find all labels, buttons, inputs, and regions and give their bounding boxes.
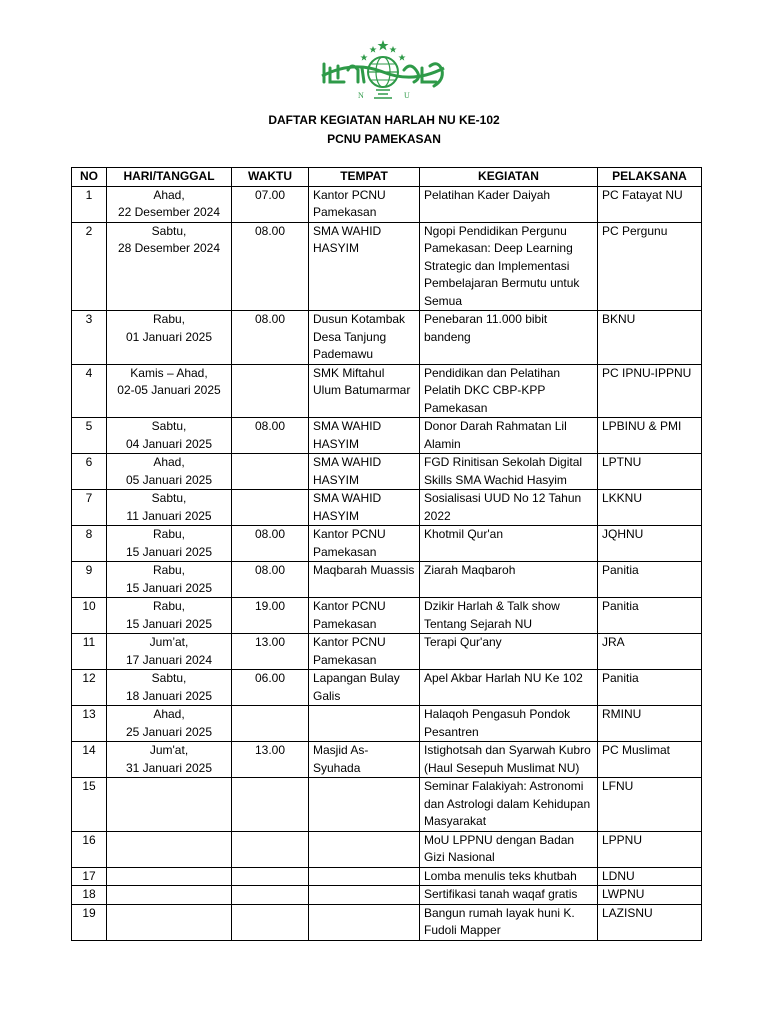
cell-no: 10 [72,598,107,634]
cell-activity: Ziarah Maqbaroh [420,562,598,598]
cell-activity: Terapi Qur'any [420,634,598,670]
cell-organizer: JRA [598,634,702,670]
column-header-no: NO [72,168,107,187]
cell-date-value: 11 Januari 2025 [126,508,212,523]
cell-no: 5 [72,418,107,454]
cell-time: 07.00 [232,186,309,222]
cell-no: 3 [72,311,107,365]
table-row [72,490,702,526]
cell-organizer: PC Muslimat [598,742,702,778]
cell-activity: Istighotsah dan Syarwah Kubro (Haul Sesepuh Muslimat NU) [420,742,598,778]
cell-place: Maqbarah Muassis [309,562,420,598]
cell-time: 08.00 [232,526,309,562]
table-row [72,454,702,490]
nu-logo-icon [318,38,448,104]
cell-activity: MoU LPPNU dengan Badan Gizi Nasional [420,831,598,867]
cell-day: Sabtu, [151,491,187,505]
table-row [72,778,702,832]
cell-day: Kamis – Ahad, [130,365,208,380]
cell-place: Kantor PCNU Pamekasan [309,598,420,634]
cell-date-value: 31 Januari 2025 [125,760,213,775]
cell-day: Sabtu, [151,671,187,685]
cell-organizer: LFNU [598,778,702,832]
column-header-time: WAKTU [232,168,309,187]
cell-date-value: 04 Januari 2025 [125,436,213,451]
table-row [72,706,702,742]
cell-date [107,598,232,634]
table-row [72,526,702,562]
table-row [72,311,702,365]
cell-place: SMA WAHID HASYIM [309,222,420,311]
cell-organizer: LKKNU [598,490,702,526]
document-title: DAFTAR KEGIATAN HARLAH NU KE-102 [268,113,500,127]
cell-organizer: LPTNU [598,454,702,490]
cell-day: Jum’at, [149,635,189,649]
cell-date-value: 22 Desember 2024 [117,205,221,219]
cell-activity: Sosialisasi UUD No 12 Tahun 2022 [420,490,598,526]
cell-no: 1 [72,186,107,222]
cell-activity: Dzikir Harlah & Talk show Tentang Sejarah NU [420,598,598,634]
table-row [72,886,702,905]
cell-organizer: Panitia [598,598,702,634]
cell-time [232,831,309,867]
table-body [72,186,702,940]
cell-date-value: 15 Januari 2025 [125,616,213,631]
cell-date [107,867,232,886]
cell-activity: Ngopi Pendidikan Pergunu Pamekasan: Deep Learning Strategic dan Implementasi Pembelajaran Bermutu untuk Semua [420,222,598,311]
cell-activity: Penebaran 11.000 bibit bandeng [420,311,598,365]
cell-place: Kantor PCNU Pamekasan [309,526,420,562]
cell-organizer: Panitia [598,670,702,706]
column-header-date: HARI/TANGGAL [107,168,232,187]
cell-date [107,904,232,940]
cell-organizer: RMINU [598,706,702,742]
cell-date [107,186,232,222]
cell-date [107,634,232,670]
svg-text:U: U [404,91,410,100]
cell-place [309,831,420,867]
cell-time [232,904,309,940]
cell-time [232,706,309,742]
cell-activity: Apel Akbar Harlah NU Ke 102 [420,670,598,706]
cell-date [107,831,232,867]
cell-time: 08.00 [232,222,309,311]
cell-activity: Pelatihan Kader Daiyah [420,186,598,222]
cell-time [232,490,309,526]
cell-no: 15 [72,778,107,832]
cell-date-value: 28 Desember 2024 [117,241,221,255]
cell-no: 14 [72,742,107,778]
cell-no: 12 [72,670,107,706]
table-row [72,742,702,778]
cell-activity: Bangun rumah layak huni K. Fudoli Mapper [420,904,598,940]
cell-place [309,904,420,940]
cell-date [107,222,232,311]
cell-organizer: Panitia [598,562,702,598]
cell-organizer: PC IPNU-IPPNU [598,364,702,418]
cell-date [107,526,232,562]
cell-date [107,742,232,778]
table-row [72,670,702,706]
cell-date [107,670,232,706]
cell-date-value: 01 Januari 2025 [125,329,213,344]
cell-activity: Lomba menulis teks khutbah [420,867,598,886]
cell-no: 7 [72,490,107,526]
cell-activity: Seminar Falakiyah: Astronomi dan Astrologi dalam Kehidupan Masyarakat [420,778,598,832]
cell-place: Kantor PCNU Pamekasan [309,186,420,222]
cell-day: Rabu, [152,312,186,326]
document-subtitle: PCNU PAMEKASAN [327,132,441,146]
cell-activity: Pendidikan dan Pelatihan Pelatih DKC CBP-KPP Pamekasan [420,364,598,418]
cell-place: Kantor PCNU Pamekasan [309,634,420,670]
table-row [72,222,702,311]
table-row [72,364,702,418]
table-row [72,186,702,222]
cell-organizer: LPPNU [598,831,702,867]
cell-day: Ahad, [153,187,185,202]
cell-place: Masjid As-Syuhada [309,742,420,778]
cell-organizer: LDNU [598,867,702,886]
cell-date-value: 15 Januari 2025 [125,544,213,559]
cell-date [107,706,232,742]
cell-date [107,778,232,832]
cell-activity: Donor Darah Rahmatan Lil Alamin [420,418,598,454]
column-header-organizer: PELAKSANA [598,168,702,187]
cell-place [309,886,420,905]
cell-day: Sabtu, [151,223,187,238]
table-header-row [72,168,702,187]
nu-logo [318,38,448,104]
cell-time [232,886,309,905]
cell-organizer: PC Pergunu [598,222,702,311]
cell-time: 19.00 [232,598,309,634]
cell-no: 8 [72,526,107,562]
cell-day: Ahad, [153,707,185,721]
activity-table [71,167,702,941]
cell-no: 16 [72,831,107,867]
cell-date-value: 05 Januari 2025 [125,472,213,487]
cell-date-value: 17 Januari 2024 [125,652,213,667]
cell-time [232,778,309,832]
table-row [72,562,702,598]
cell-date [107,311,232,365]
cell-day: Rabu, [152,527,186,541]
cell-activity: Halaqoh Pengasuh Pondok Pesantren [420,706,598,742]
cell-day: Rabu, [152,563,186,577]
cell-time: 08.00 [232,562,309,598]
cell-place: Lapangan Bulay Galis [309,670,420,706]
table-row [72,867,702,886]
cell-no: 4 [72,364,107,418]
cell-place [309,778,420,832]
cell-day: Jum'at, [149,743,189,757]
cell-activity: Khotmil Qur'an [420,526,598,562]
cell-place: Dusun Kotambak Desa Tanjung Pademawu [309,311,420,365]
cell-no: 11 [72,634,107,670]
cell-date [107,364,232,418]
cell-place: SMK Miftahul Ulum Batumarmar [309,364,420,418]
cell-time: 08.00 [232,311,309,365]
cell-organizer: LWPNU [598,886,702,905]
logo-letters: N [358,91,364,100]
cell-date [107,490,232,526]
cell-date [107,562,232,598]
cell-organizer: LPBINU & PMI [598,418,702,454]
cell-activity: FGD Rinitisan Sekolah Digital Skills SMA Wachid Hasyim [420,454,598,490]
column-header-place: TEMPAT [309,168,420,187]
cell-no: 9 [72,562,107,598]
cell-day: Ahad, [153,455,185,469]
cell-time: 13.00 [232,634,309,670]
cell-date-value: 02-05 Januari 2025 [117,383,221,397]
cell-place [309,867,420,886]
cell-date-value: 15 Januari 2025 [125,580,213,595]
cell-day: Rabu, [152,599,186,613]
cell-date-value: 18 Januari 2025 [125,688,213,703]
table-row [72,904,702,940]
cell-time [232,867,309,886]
table-row [72,418,702,454]
cell-organizer: JQHNU [598,526,702,562]
cell-organizer: BKNU [598,311,702,365]
cell-date [107,886,232,905]
cell-time [232,364,309,418]
cell-time: 13.00 [232,742,309,778]
cell-time [232,454,309,490]
cell-place: SMA WAHID HASYIM [309,418,420,454]
table-row [72,831,702,867]
cell-time: 08.00 [232,418,309,454]
cell-no: 2 [72,222,107,311]
cell-day: Sabtu, [151,419,187,433]
cell-activity: Sertifikasi tanah waqaf gratis [420,886,598,905]
cell-organizer: PC Fatayat NU [598,186,702,222]
cell-place: SMA WAHID HASYIM [309,490,420,526]
cell-no: 17 [72,867,107,886]
column-header-activity: KEGIATAN [420,168,598,187]
cell-organizer: LAZISNU [598,904,702,940]
cell-no: 19 [72,904,107,940]
cell-date [107,454,232,490]
cell-no: 6 [72,454,107,490]
table-row [72,634,702,670]
cell-place: SMA WAHID HASYIM [309,454,420,490]
cell-date [107,418,232,454]
table-row [72,598,702,634]
cell-date-value: 25 Januari 2025 [125,724,213,739]
cell-no: 18 [72,886,107,905]
cell-no: 13 [72,706,107,742]
cell-place [309,706,420,742]
cell-time: 06.00 [232,670,309,706]
